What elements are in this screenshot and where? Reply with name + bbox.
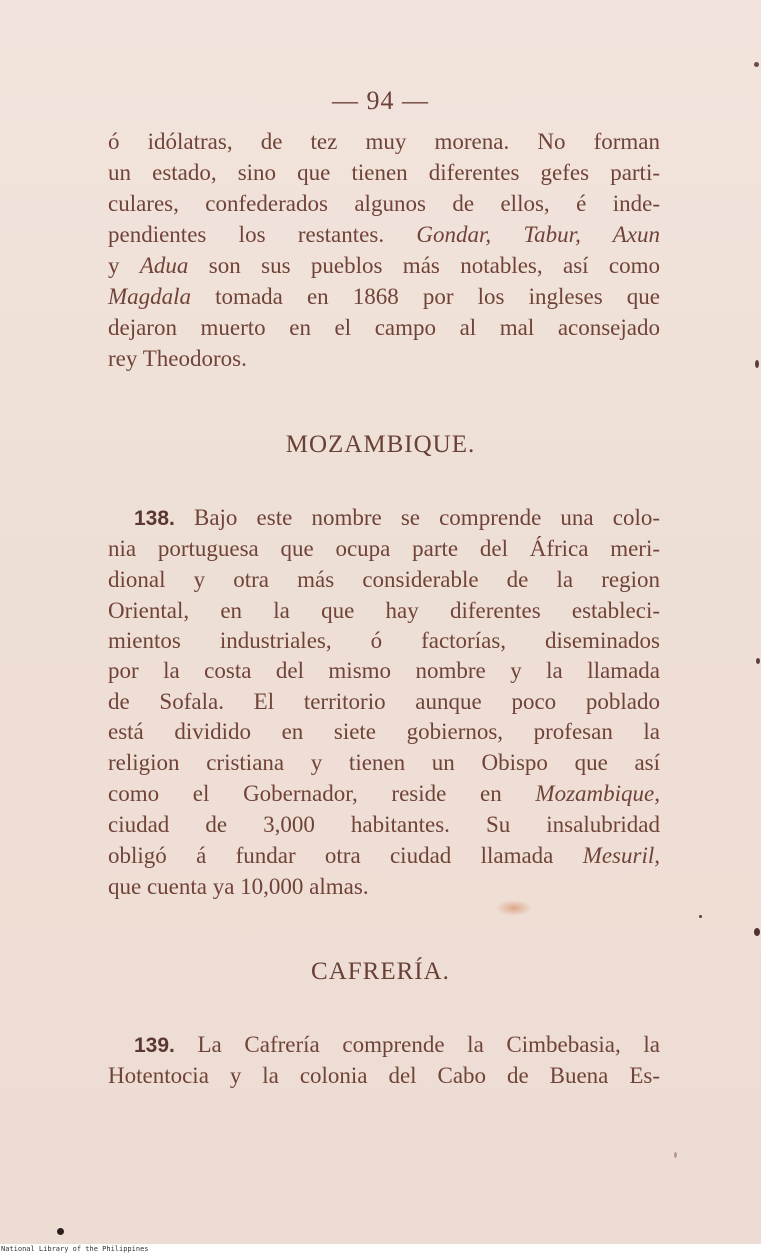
ink-speck [754, 928, 760, 936]
text-run: que cuenta ya 10,000 almas. [108, 874, 369, 899]
text-run: dejaron muerto en el campo al mal aconsejado [108, 315, 660, 340]
text-run: tomada en 1868 por los ingleses que [191, 284, 660, 309]
text-run: son sus pueblos más notables, así como [188, 253, 661, 278]
para-138-line [108, 717, 660, 749]
para-138-first-line [134, 503, 660, 535]
page-number: — 94 — [332, 86, 429, 115]
text-run: ó idólatras, de tez muy morena. No forman [108, 129, 660, 154]
intro-line [108, 251, 660, 283]
intro-line [108, 282, 660, 314]
section-heading-cafreria: CAFRERÍA. [311, 958, 450, 985]
para-138-text [175, 505, 660, 530]
intro-line [108, 313, 660, 345]
text-run: pendientes los restantes. [108, 222, 417, 247]
text-run: Bajo este nombre se comprende una colo- [174, 505, 660, 530]
text-run: está dividido en siete gobiernos, profesan la [108, 719, 660, 744]
para-139-text [175, 1032, 660, 1057]
text-run: rey Theodoros. [108, 346, 247, 371]
intro-line [108, 189, 660, 221]
text-run: culares, confederados algunos de ellos, é inde- [108, 191, 660, 216]
ink-speck [754, 62, 759, 67]
intro-line [108, 220, 660, 252]
text-run: religion cristiana y tienen un Obispo que así [108, 750, 660, 775]
text-run: y [108, 253, 140, 278]
text-run: Oriental, en la que hay diferentes estableci- [108, 598, 660, 623]
text-run: ciudad de 3,000 habitantes. Su insalubridad [108, 812, 660, 837]
library-credit: National Library of the Philippines [1, 1245, 149, 1253]
text-run: dional y otra más considerable de la region [108, 567, 660, 592]
italic-place-name: Adua [139, 253, 189, 278]
ink-speck [756, 658, 760, 664]
text-run: como el Gobernador, reside en [108, 781, 536, 806]
para-138-number: 138. [134, 507, 175, 530]
para-138-line [108, 872, 660, 904]
italic-place-name: Magdala [108, 284, 192, 309]
para-138-line [108, 534, 660, 566]
text-run: La Cafrería comprende la Cimbebasia, la [174, 1032, 660, 1057]
para-138-line [108, 656, 660, 688]
intro-line [108, 158, 660, 190]
ink-speck [674, 1152, 677, 1158]
text-run: Hotentocia y la colonia del Cabo de Buena Es- [108, 1063, 660, 1088]
para-138-line [108, 626, 660, 658]
section-heading-mozambique: MOZAMBIQUE. [285, 431, 476, 458]
ink-speck [755, 360, 759, 368]
para-138-line [108, 841, 660, 873]
text-run: por la costa del mismo nombre y la llamada [108, 658, 660, 683]
para-138-line [108, 748, 660, 780]
para-138-line [108, 565, 660, 597]
ink-speck [57, 1228, 64, 1235]
para-138-line [108, 810, 660, 842]
intro-line [108, 127, 660, 159]
para-138-line [108, 779, 660, 811]
para-138-line [108, 687, 660, 719]
italic-place-name: Gondar, Tabur, Axun [416, 222, 660, 247]
intro-line [108, 344, 660, 376]
para-138-line [108, 596, 660, 628]
text-run: un estado, sino que tienen diferentes gefes parti- [108, 160, 660, 185]
italic-place-name: Mesuril, [582, 843, 660, 868]
text-run: de Sofala. El territorio aunque poco poblado [108, 689, 660, 714]
text-run: obligó á fundar otra ciudad llamada [108, 843, 583, 868]
text-run: mientos industriales, ó factorías, diseminados [108, 628, 660, 653]
paper-stain [496, 900, 532, 916]
para-139-line [108, 1061, 660, 1093]
para-139-number: 139. [134, 1034, 175, 1057]
text-run: nia portuguesa que ocupa parte del África meri- [108, 536, 660, 561]
para-139-first-line [134, 1030, 660, 1062]
italic-place-name: Mozambique, [535, 781, 660, 806]
ink-speck [699, 915, 702, 918]
